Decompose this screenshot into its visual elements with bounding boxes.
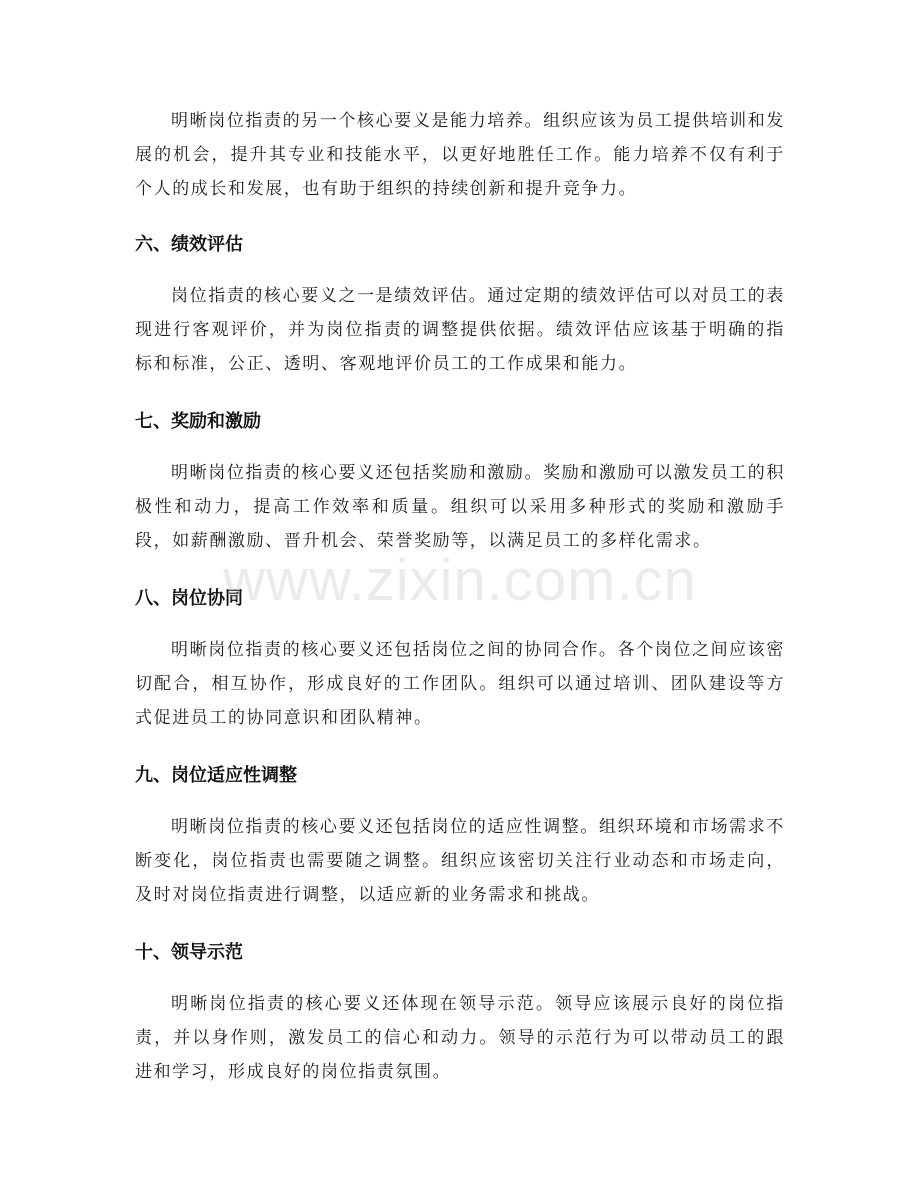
section-heading: 十、领导示范 — [135, 942, 243, 963]
section-heading: 六、绩效评估 — [135, 234, 243, 255]
section-paragraph: 明晰岗位指责的核心要义还包括岗位的适应性调整。组织环境和市场需求不断变化，岗位指责也需要随之调整。组织应该密切关注行业动态和市场走向，及时对岗位指责进行调整，以适应新的业务需求和挑战。 — [135, 817, 785, 905]
section-paragraph: 岗位指责的核心要义之一是绩效评估。通过定期的绩效评估可以对员工的表现进行客观评价，并为岗位指责的调整提供依据。绩效评估应该基于明确的指标和标准，公正、透明、客观地评价员工的工作成果和能力。 — [135, 286, 785, 374]
section-paragraph: 明晰岗位指责的核心要义还包括岗位之间的协同合作。各个岗位之间应该密切配合，相互协作，形成良好的工作团队。组织可以通过培训、团队建设等方式促进员工的协同意识和团队精神。 — [135, 640, 785, 728]
intro-paragraph: 明晰岗位指责的另一个核心要义是能力培养。组织应该为员工提供培训和发展的机会，提升其专业和技能水平，以更好地胜任工作。能力培养不仅有利于个人的成长和发展，也有助于组织的持续创新和提升竞争力。 — [135, 111, 785, 199]
section-rewards-incentives — [135, 407, 785, 558]
section-leadership-example — [135, 938, 785, 1089]
section-heading: 九、岗位适应性调整 — [135, 765, 297, 786]
watermark: www.zixin.com.cn — [223, 548, 697, 613]
document-body — [135, 104, 785, 1115]
section-job-coordination — [135, 584, 785, 735]
section-heading: 八、岗位协同 — [135, 588, 243, 609]
intro-block — [135, 104, 785, 206]
section-paragraph: 明晰岗位指责的核心要义还包括奖励和激励。奖励和激励可以激发员工的积极性和动力，提高工作效率和质量。组织可以采用多种形式的奖励和激励手段，如薪酬激励、晋升机会、荣誉奖励等，以满足员工的多样化需求。 — [135, 463, 785, 551]
section-paragraph: 明晰岗位指责的核心要义还体现在领导示范。领导应该展示良好的岗位指责，并以身作则，激发员工的信心和动力。领导的示范行为可以带动员工的跟进和学习，形成良好的岗位指责氛围。 — [135, 994, 785, 1082]
section-adaptive-adjustment — [135, 761, 785, 912]
section-heading: 七、奖励和激励 — [135, 411, 261, 432]
section-performance-evaluation — [135, 230, 785, 381]
